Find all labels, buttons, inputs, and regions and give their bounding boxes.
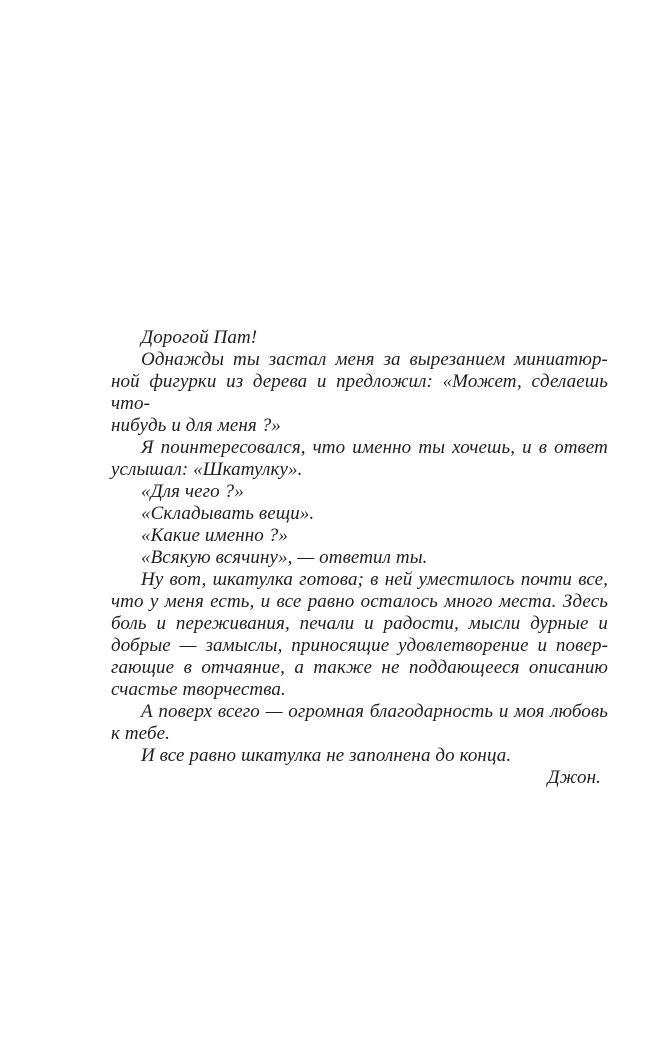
dedication-line: «Какие именно ?» [141,525,288,546]
dedication-line: боль и переживания, печали и радости, мысли дурные и [111,613,608,634]
dedication-text [111,327,613,789]
dedication-line: «Всякую всячину», — ответил ты. [141,547,428,568]
dedication-line: Ну вот, шкатулка готова; в ней уместилось почти все, [141,569,608,590]
dedication-line: добрые — замыслы, приносящие удовлетворение и повер- [111,635,608,656]
dedication-line: Дорогой Пат! [141,327,258,348]
dedication-line: И все равно шкатулка не заполнена до конца. [141,745,512,766]
dedication-line: что у меня есть, и все равно осталось много места. Здесь [111,591,608,612]
dedication-line: нибудь и для меня ?» [111,415,281,436]
dedication-line: ной фигурки из дерева и предложил: «Может, сделаешь что- [111,371,613,414]
dedication-line: «Для чего ?» [141,481,244,502]
dedication-line: «Складывать вещи». [141,503,315,524]
dedication-line: счастье творчества. [111,679,286,700]
dedication-line: услышал: «Шкатулку». [111,459,303,480]
dedication-line: гающие в отчаяние, а также не поддающееся описанию [111,657,608,678]
dedication-line: Однажды ты застал меня за вырезанием миниатюр- [141,349,608,370]
dedication-line: Я поинтересовался, что именно ты хочешь, и в ответ [141,437,608,458]
dedication-signature: Джон. [547,767,601,788]
dedication-line: А поверх всего — огромная благодарность и моя любовь [141,701,608,722]
dedication-line: к тебе. [111,723,170,744]
